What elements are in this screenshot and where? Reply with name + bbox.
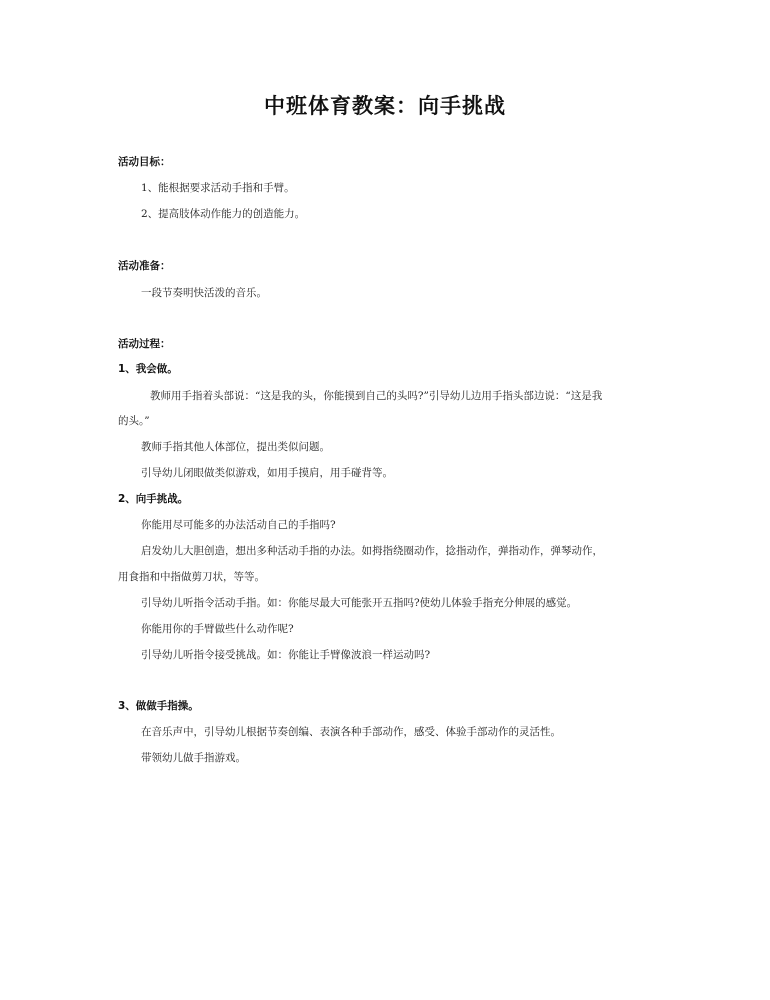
step-paragraph: 你能用你的手臂做些什么动作呢?	[141, 623, 294, 635]
step-paragraph: 引导幼儿听指令接受挑战。如：你能让手臂像波浪一样运动吗?	[141, 649, 431, 661]
document-title: 中班体育教案：向手挑战	[264, 94, 506, 118]
step-heading-1: 1、我会做。	[118, 363, 178, 375]
step-heading-2: 2、向手挑战。	[118, 493, 189, 505]
section-heading-preparation: 活动准备：	[118, 260, 171, 272]
step-paragraph: 的头。”	[118, 415, 150, 427]
step-paragraph: 启发幼儿大胆创造，想出多种活动手指的办法。如拇指绕圈动作，捻指动作，弹指动作，弹琴动作，	[141, 545, 603, 557]
step-paragraph: 带领幼儿做手指游戏。	[141, 752, 246, 764]
step-paragraph: 你能用尽可能多的办法活动自己的手指吗?	[141, 519, 336, 531]
preparation-item: 一段节奏明快活泼的音乐。	[141, 287, 267, 299]
section-heading-goals: 活动目标：	[118, 156, 171, 168]
step-paragraph: 引导幼儿闭眼做类似游戏，如用手摸肩，用手碰背等。	[141, 467, 393, 479]
step-paragraph: 用食指和中指做剪刀状，等等。	[118, 571, 265, 583]
step-heading-3: 3、做做手指操。	[118, 700, 199, 712]
goal-item: 2、提高肢体动作能力的创造能力。	[141, 208, 306, 220]
section-heading-process: 活动过程：	[118, 338, 171, 350]
step-paragraph: 教师手指其他人体部位，提出类似问题。	[141, 441, 330, 453]
step-paragraph: 在音乐声中，引导幼儿根据节奏创编、表演各种手部动作，感受、体验手部动作的灵活性。	[141, 726, 561, 738]
step-paragraph: 引导幼儿听指令活动手指。如：你能尽最大可能张开五指吗?使幼儿体验手指充分伸展的感觉。	[141, 597, 578, 609]
goal-item: 1、能根据要求活动手指和手臂。	[141, 182, 295, 194]
step-paragraph: 教师用手指着头部说：“这是我的头，你能摸到自己的头吗?”引导幼儿边用手指头部边说：“这是我	[150, 390, 603, 402]
